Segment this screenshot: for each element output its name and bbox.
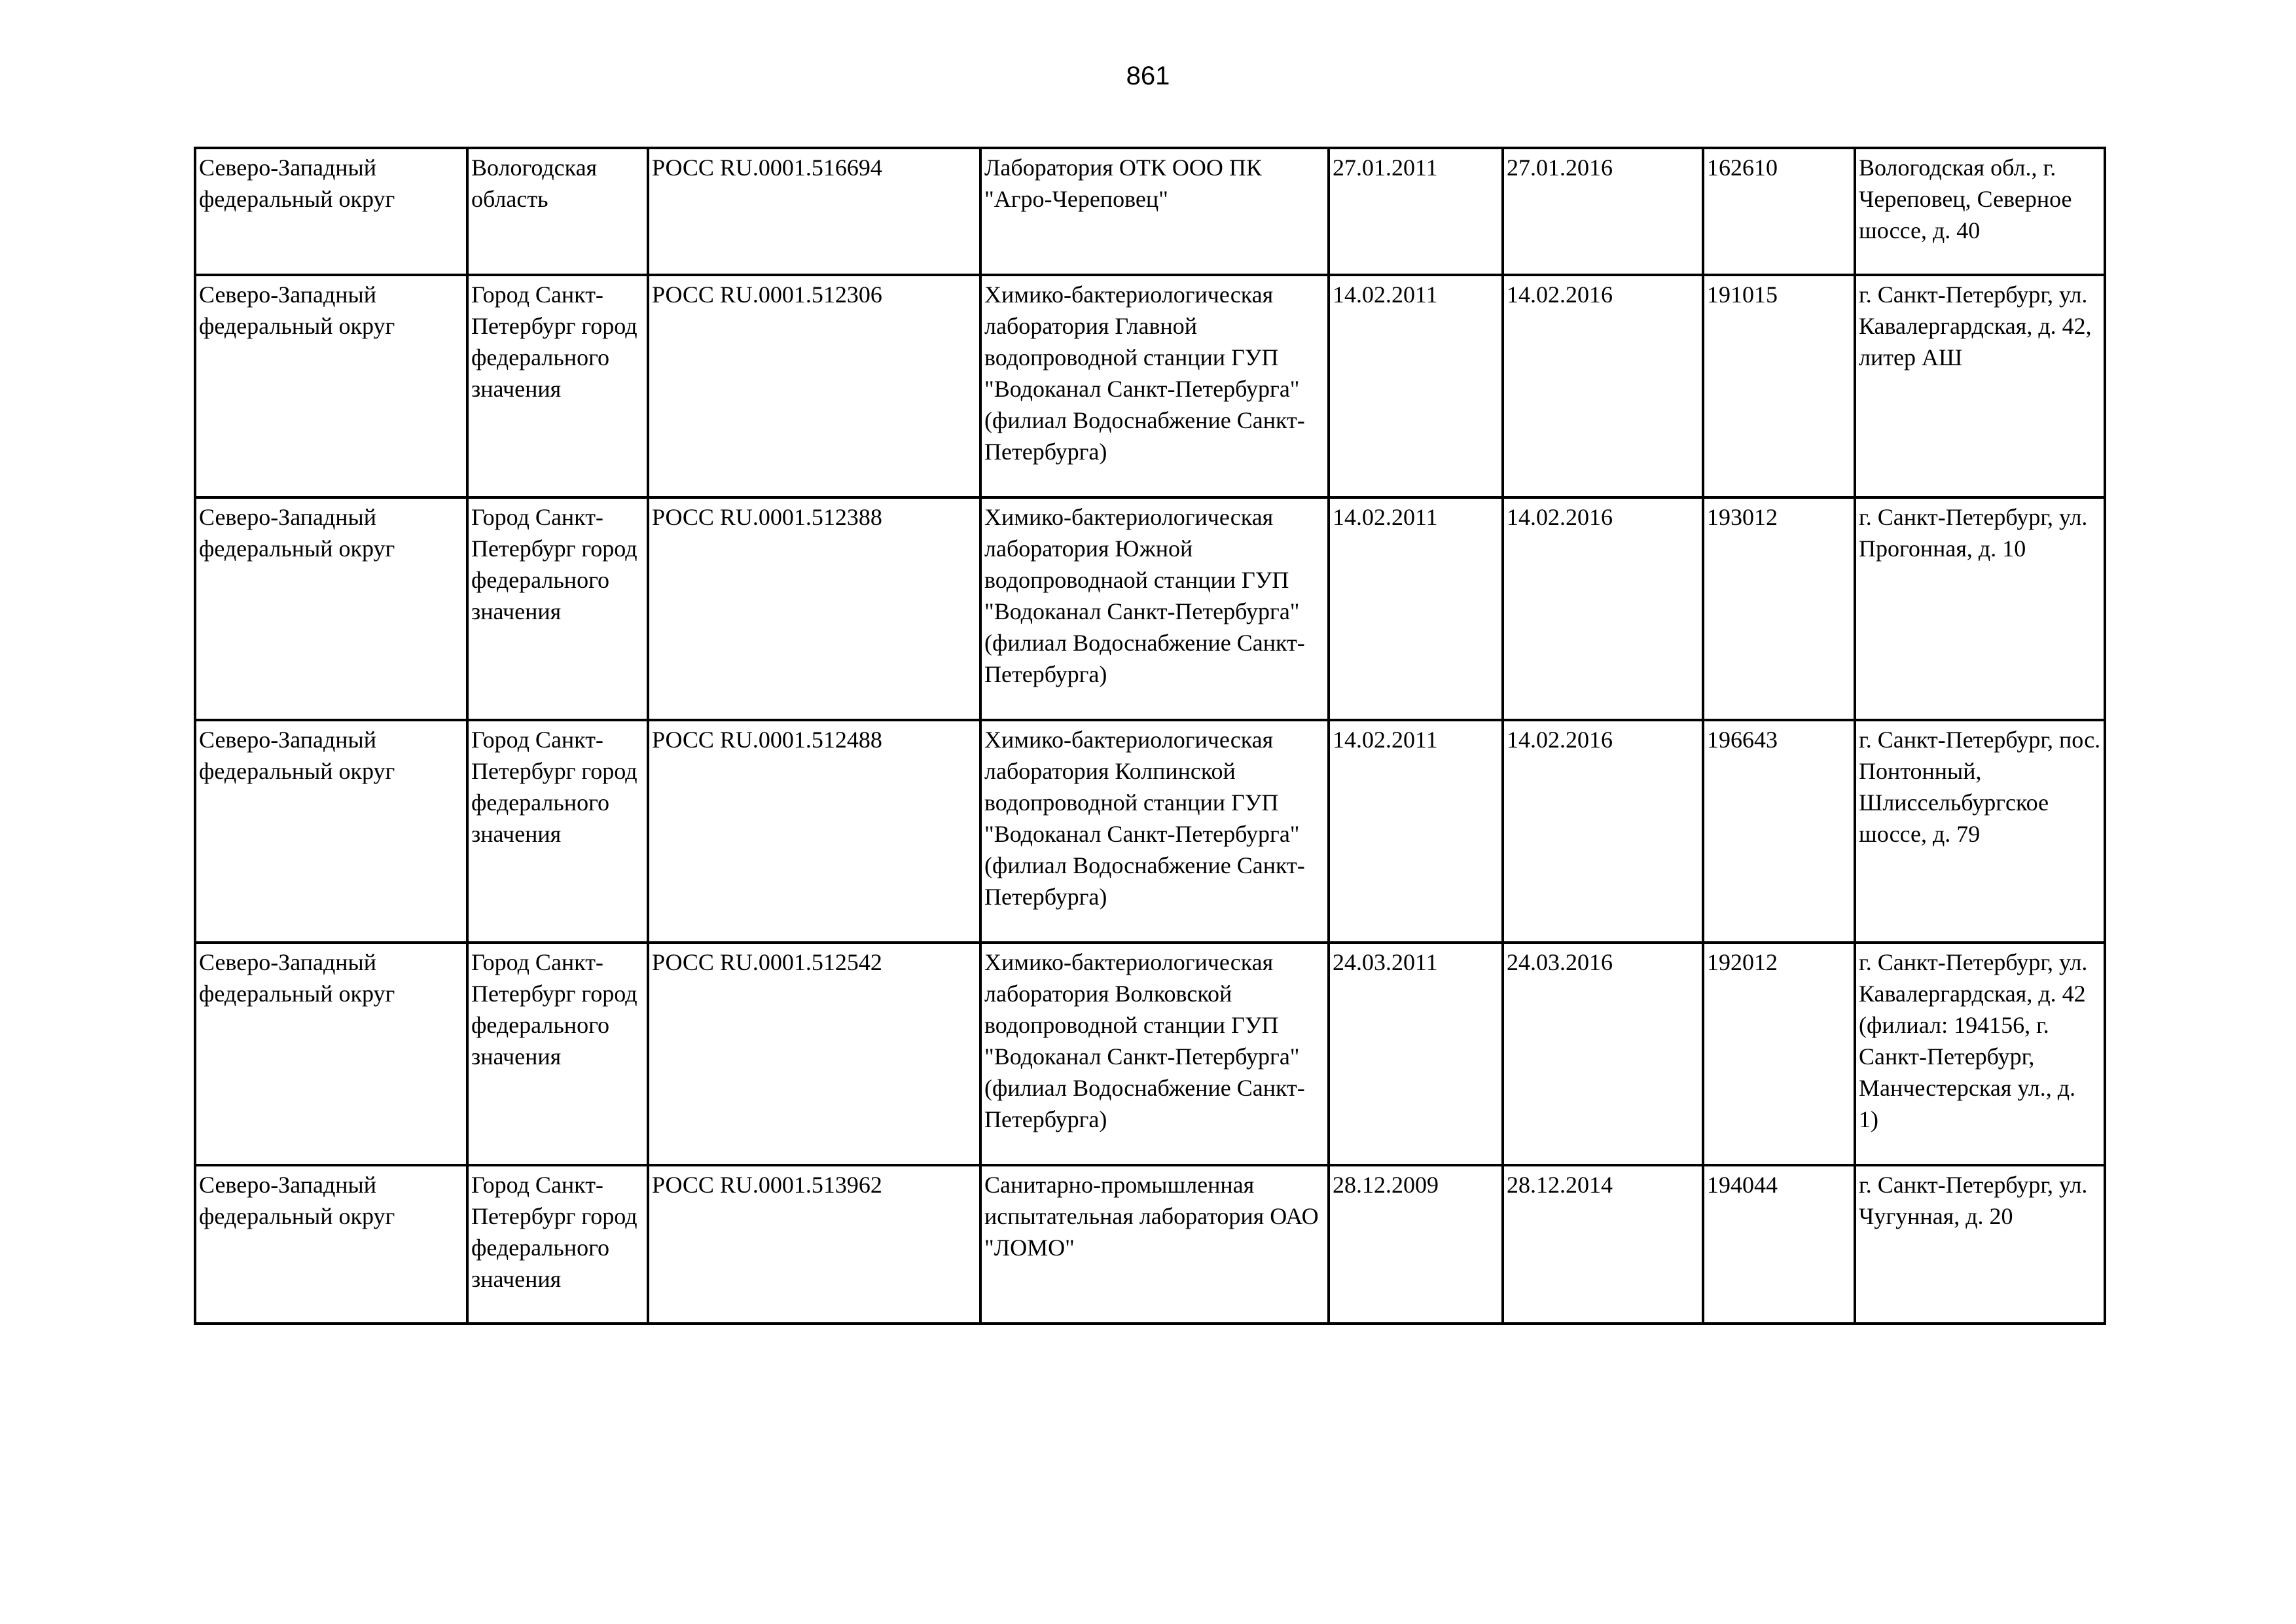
- expiry-date-cell: 24.03.2016: [1503, 943, 1703, 1165]
- expiry-date-cell: 28.12.2014: [1503, 1165, 1703, 1324]
- table-row: [195, 943, 2105, 1165]
- laboratory-name-cell: Санитарно-промышленная испытательная лаборатория ОАО "ЛОМО": [980, 1165, 1329, 1324]
- laboratory-name-cell: Лаборатория ОТК ООО ПК "Агро-Череповец": [980, 148, 1329, 275]
- postcode-cell: 192012: [1703, 943, 1855, 1165]
- address-cell: г. Санкт-Петербург, пос. Понтонный, Шлиссельбургское шоссе, д. 79: [1855, 720, 2105, 943]
- table-row: [195, 720, 2105, 943]
- expiry-date-cell: 14.02.2016: [1503, 720, 1703, 943]
- region-cell: Город Санкт-Петербург город федерального значения: [467, 1165, 648, 1324]
- expiry-date-cell: 14.02.2016: [1503, 275, 1703, 497]
- federal-district-cell: Северо-Западный федеральный округ: [195, 148, 467, 275]
- region-cell: Вологодская область: [467, 148, 648, 275]
- issue-date-cell: 24.03.2011: [1329, 943, 1503, 1165]
- region-cell: Город Санкт-Петербург город федерального значения: [467, 275, 648, 497]
- address-cell: г. Санкт-Петербург, ул. Кавалергардская, д. 42, литер АШ: [1855, 275, 2105, 497]
- federal-district-cell: Северо-Западный федеральный округ: [195, 497, 467, 720]
- issue-date-cell: 14.02.2011: [1329, 275, 1503, 497]
- laboratory-name-cell: Химико-бактериологическая лаборатория Главной водопроводной станции ГУП "Водоканал Санкт-Петербурга" (филиал Водоснабжение Санкт-Петербурга): [980, 275, 1329, 497]
- federal-district-cell: Северо-Западный федеральный округ: [195, 720, 467, 943]
- region-cell: Город Санкт-Петербург город федерального значения: [467, 720, 648, 943]
- region-cell: Город Санкт-Петербург город федерального значения: [467, 497, 648, 720]
- expiry-date-cell: 27.01.2016: [1503, 148, 1703, 275]
- table-row: [195, 275, 2105, 497]
- address-cell: г. Санкт-Петербург, ул. Прогонная, д. 10: [1855, 497, 2105, 720]
- federal-district-cell: Северо-Западный федеральный округ: [195, 1165, 467, 1324]
- issue-date-cell: 27.01.2011: [1329, 148, 1503, 275]
- issue-date-cell: 14.02.2011: [1329, 497, 1503, 720]
- federal-district-cell: Северо-Западный федеральный округ: [195, 275, 467, 497]
- address-cell: Вологодская обл., г. Череповец, Северное шоссе, д. 40: [1855, 148, 2105, 275]
- page-number: 861: [1126, 62, 1170, 90]
- laboratory-registry-table: [194, 147, 2106, 1325]
- table-row: [195, 1165, 2105, 1324]
- postcode-cell: 162610: [1703, 148, 1855, 275]
- table-row: [195, 148, 2105, 275]
- table-row: [195, 497, 2105, 720]
- address-cell: г. Санкт-Петербург, ул. Кавалергардская, д. 42 (филиал: 194156, г. Санкт-Петербург, Манчестерская ул., д. 1): [1855, 943, 2105, 1165]
- laboratory-name-cell: Химико-бактериологическая лаборатория Волковской водопроводной станции ГУП "Водоканал Санкт-Петербурга" (филиал Водоснабжение Санкт-Петербурга): [980, 943, 1329, 1165]
- postcode-cell: 196643: [1703, 720, 1855, 943]
- federal-district-cell: Северо-Западный федеральный округ: [195, 943, 467, 1165]
- certificate-number-cell: РОСС RU.0001.512388: [648, 497, 980, 720]
- region-cell: Город Санкт-Петербург город федерального значения: [467, 943, 648, 1165]
- laboratory-name-cell: Химико-бактериологическая лаборатория Колпинской водопроводной станции ГУП "Водоканал Санкт-Петербурга" (филиал Водоснабжение Санкт-Петербурга): [980, 720, 1329, 943]
- certificate-number-cell: РОСС RU.0001.512488: [648, 720, 980, 943]
- certificate-number-cell: РОСС RU.0001.516694: [648, 148, 980, 275]
- expiry-date-cell: 14.02.2016: [1503, 497, 1703, 720]
- certificate-number-cell: РОСС RU.0001.513962: [648, 1165, 980, 1324]
- issue-date-cell: 28.12.2009: [1329, 1165, 1503, 1324]
- certificate-number-cell: РОСС RU.0001.512306: [648, 275, 980, 497]
- certificate-number-cell: РОСС RU.0001.512542: [648, 943, 980, 1165]
- postcode-cell: 193012: [1703, 497, 1855, 720]
- postcode-cell: 194044: [1703, 1165, 1855, 1324]
- issue-date-cell: 14.02.2011: [1329, 720, 1503, 943]
- postcode-cell: 191015: [1703, 275, 1855, 497]
- address-cell: г. Санкт-Петербург, ул. Чугунная, д. 20: [1855, 1165, 2105, 1324]
- laboratory-name-cell: Химико-бактериологическая лаборатория Южной водопроводнаой станции ГУП "Водоканал Санкт-Петербурга" (филиал Водоснабжение Санкт-Петербурга): [980, 497, 1329, 720]
